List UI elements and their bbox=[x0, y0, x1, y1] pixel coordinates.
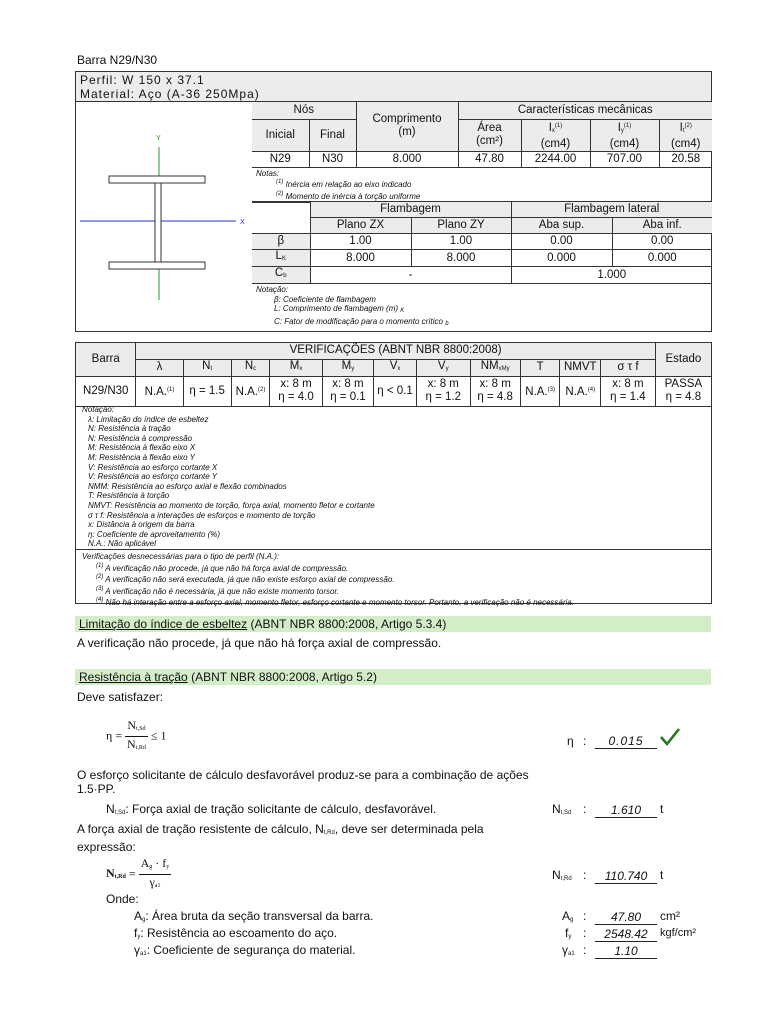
ntrd-value: 110.740 bbox=[595, 870, 657, 884]
profile-header bbox=[76, 72, 711, 102]
iy-header: Iy$^{(1)}$ (cm4) bbox=[590, 119, 659, 151]
estado-header: Estado bbox=[655, 343, 711, 376]
notation-item: N: Resistência à tração bbox=[88, 424, 171, 434]
final-header: Final bbox=[309, 119, 356, 151]
notation-item: NMM: Resistência ao esforço axial e flexão combinados bbox=[88, 481, 287, 491]
check-icon bbox=[659, 727, 681, 747]
fy-value: 2548.42 bbox=[595, 928, 657, 942]
notation-item: x: Distância à origem da barra bbox=[88, 520, 195, 530]
caracteristicas-header: Características mecânicas bbox=[458, 102, 712, 119]
table-row: β 1.00 1.00 0.00 0.00 bbox=[252, 234, 712, 250]
table-row: Cb - 1.000 bbox=[252, 267, 712, 284]
eta-label: η bbox=[567, 734, 574, 748]
notation-item: NMVT: Resistência ao momento de torção, força axial, momento fletor e cortante bbox=[88, 500, 375, 510]
ntsd-line: Nt,Sd: Força axial de tração solicitante de cálculo, desfavorável. bbox=[106, 802, 437, 816]
section-tracao-header: Resistência à tração (ABNT NBR 8800:2008, Artigo 5.2) bbox=[75, 669, 711, 685]
notation-item: M: Resistência à flexão eixo X bbox=[88, 443, 196, 453]
ga-value: 1.10 bbox=[595, 945, 657, 959]
profile-box bbox=[75, 71, 712, 332]
ag-value: 47.80 bbox=[595, 911, 657, 925]
notation-item: λ: Limitação do índice de esbeltez bbox=[88, 414, 209, 424]
notation-item: T: Resistência à torção bbox=[88, 491, 170, 501]
profile-material: Material: Aço (A-36 250Mpa) bbox=[80, 87, 260, 101]
notation-item: σ τ f: Resistência a interações de esforços e momento de torção bbox=[88, 510, 316, 520]
notation-item: V: Resistência ao esforço cortante Y bbox=[88, 472, 218, 482]
ix-header: Ix$^{(1)}$ (cm4) bbox=[521, 119, 590, 151]
bar-title: Barra N29/N30 bbox=[77, 53, 158, 67]
profile-name: Perfil: W 150 x 37.1 bbox=[80, 73, 205, 87]
esforco-text: O esforço solicitante de cálculo desfavorável produz-se para a combinação de ações 1.5·PP. bbox=[77, 768, 529, 796]
properties-table bbox=[252, 102, 712, 203]
it-header: It$^{(2)}$ (cm4) bbox=[659, 119, 712, 151]
section-esbeltez-text: A verificação não procede, já que não há força axial de compressão. bbox=[77, 636, 442, 650]
section-drawing bbox=[76, 102, 252, 331]
nos-header: Nós bbox=[252, 102, 356, 119]
notation-item: N: Resistência à compressão bbox=[88, 433, 193, 443]
flambagem-header: Flambagem bbox=[310, 202, 511, 218]
notation-item: V: Resistência ao esforço cortante X bbox=[88, 462, 218, 472]
ag-line: Ag: Área bruta da seção transversal da barra. bbox=[134, 909, 374, 923]
deve-satisfazer: Deve satisfazer: bbox=[77, 690, 164, 704]
eta-value: 0.015 bbox=[595, 735, 657, 749]
x-axis-label: X bbox=[240, 219, 245, 226]
area-header: Área (cm²) bbox=[458, 119, 521, 151]
section-esbeltez-header: Limitação do índice de esbeltez (ABNT NBR 8800:2008, Artigo 5.3.4) bbox=[75, 616, 711, 632]
verif-title: VERIFICAÇÕES (ABNT NBR 8800:2008) bbox=[136, 343, 655, 359]
eta-formula: η = $\frac{Nt,Sd}{Nt,Rd}$ ≤ 1 bbox=[106, 718, 167, 751]
notation-item: M: Resistência à flexão eixo Y bbox=[88, 452, 196, 462]
onde: Onde: bbox=[106, 892, 139, 906]
table-row: LK 8.000 8.000 0.000 0.000 bbox=[252, 250, 712, 267]
flambagem-lateral-header: Flambagem lateral bbox=[511, 202, 712, 218]
ntrd-text: A força axial de tração resistente de cálculo, Nt,Rd, deve ser determinada pela expressão: bbox=[77, 822, 484, 854]
buckling-table: Flambagem Flambagem lateral Plano ZX Plano ZY Aba sup. Aba inf. β 1.00 1.00 0.00 0.00 LK 8.000 8.000 0.000 0.000 Cb - 1.000 Notação: β: Coeficiente de flambagem L: Comprimento de flambagem (m) K C: Fator de modificação para o momento crítico b bbox=[252, 201, 712, 330]
table-row: N29/N30 N.A.$^{(1)}$ η = 1.5 N.A.$^{(2)}$ x: 8 m η = 4.0 x: 8 m η = 0.1 η < 0.1 x: 8 m η = 1.2 x: 8 m η = 4.8 N.A.$^{(3)}$ N.A.$^{(4)}$ x: 8 m η = 1.4 PASSA η = 4.8 bbox=[76, 376, 711, 406]
fy-line: fy: Resistência ao escoamento do aço. bbox=[134, 926, 338, 940]
ga-line: γa1: Coeficiente de segurança do material. bbox=[134, 943, 356, 957]
buckling-notes: Notação: β: Coeficiente de flambagem L: Comprimento de flambagem (m) K C: Fator de modificação para o momento crítico b bbox=[252, 284, 712, 331]
verifications-box bbox=[75, 342, 712, 608]
comprimento-header: Comprimento (m) bbox=[356, 102, 458, 151]
verifications-table: Barra VERIFICAÇÕES (ABNT NBR 8800:2008) Estado λ Nt Nc Mx My Vx Vy NMxMy T NMVT σ τ f N29/N30 N.A.$^{(1)}$ η = 1.5 N.A.$^{(2)}$ x: 8 m η = 4.0 x: 8 m η = 0.1 η < 0.1 x: 8 m η = 1.2 x: 8 m η = 4.8 N.A.$^{(3)}$ N.A.$^{(4)}$ x: 8 m η = 1.4 PASSA η = 4.8 bbox=[76, 343, 711, 407]
ntrd-formula: Nt,Rd = $\frac{Ag \cdot fy}{\gamma a1}$ bbox=[106, 856, 170, 889]
notation-item: η: Coeficiente de aproveitamento (%) bbox=[88, 529, 221, 539]
verif-notes: Notação: λ: Limitação do índice de esbeltez N: Resistência à tração N: Resistência à compressão M: Resistência à flexão eixo X M: Resistência à flexão eixo Y V: Resistência ao esforço cortante X V: Resistência ao esforço cortante Y NMM: Resistência ao esforço axial e flexão combinados T: Resistência à torção NMVT: Resistência ao momento de torção, força axial, momento fletor e cortante σ τ f: Resistência a interações de esforços e momento de torção x: Distância à origem da barra η: Coeficiente de aproveitamento (%) N.A.: Não aplicável bbox=[76, 404, 711, 550]
inicial-header: Inicial bbox=[252, 119, 309, 151]
notation-item: N.A.: Não aplicável bbox=[88, 539, 157, 549]
barra-header: Barra bbox=[76, 343, 136, 376]
ntsd-value: 1.610 bbox=[595, 804, 657, 818]
props-notes: Notas: $^{(1)}$ Inércia em relação ao eixo indicado $^{(2)}$ Momento de inércia à torção uniforme bbox=[252, 167, 712, 203]
table-row: N29 N30 8.000 47.80 2244.00 707.00 20.58 bbox=[252, 151, 712, 167]
y-axis-label: Y bbox=[156, 135, 161, 142]
desn-notes: Verificações desnecessárias para o tipo de perfil (N.A.): $^{(1)}$ A verificação não procede, já que não há força axial de compressão. $^{(2)}$ A verificação não será executada, já que não existe esforço axial de compressão. $^{(3)}$ A verificação não é necessária, já que não existe momento torsor. $^{(4)}$ Não há interação entre a esforço axial, momento fletor, esforço cortante e momento torsor. Portanto, a verificação não é necessária. bbox=[82, 552, 574, 608]
